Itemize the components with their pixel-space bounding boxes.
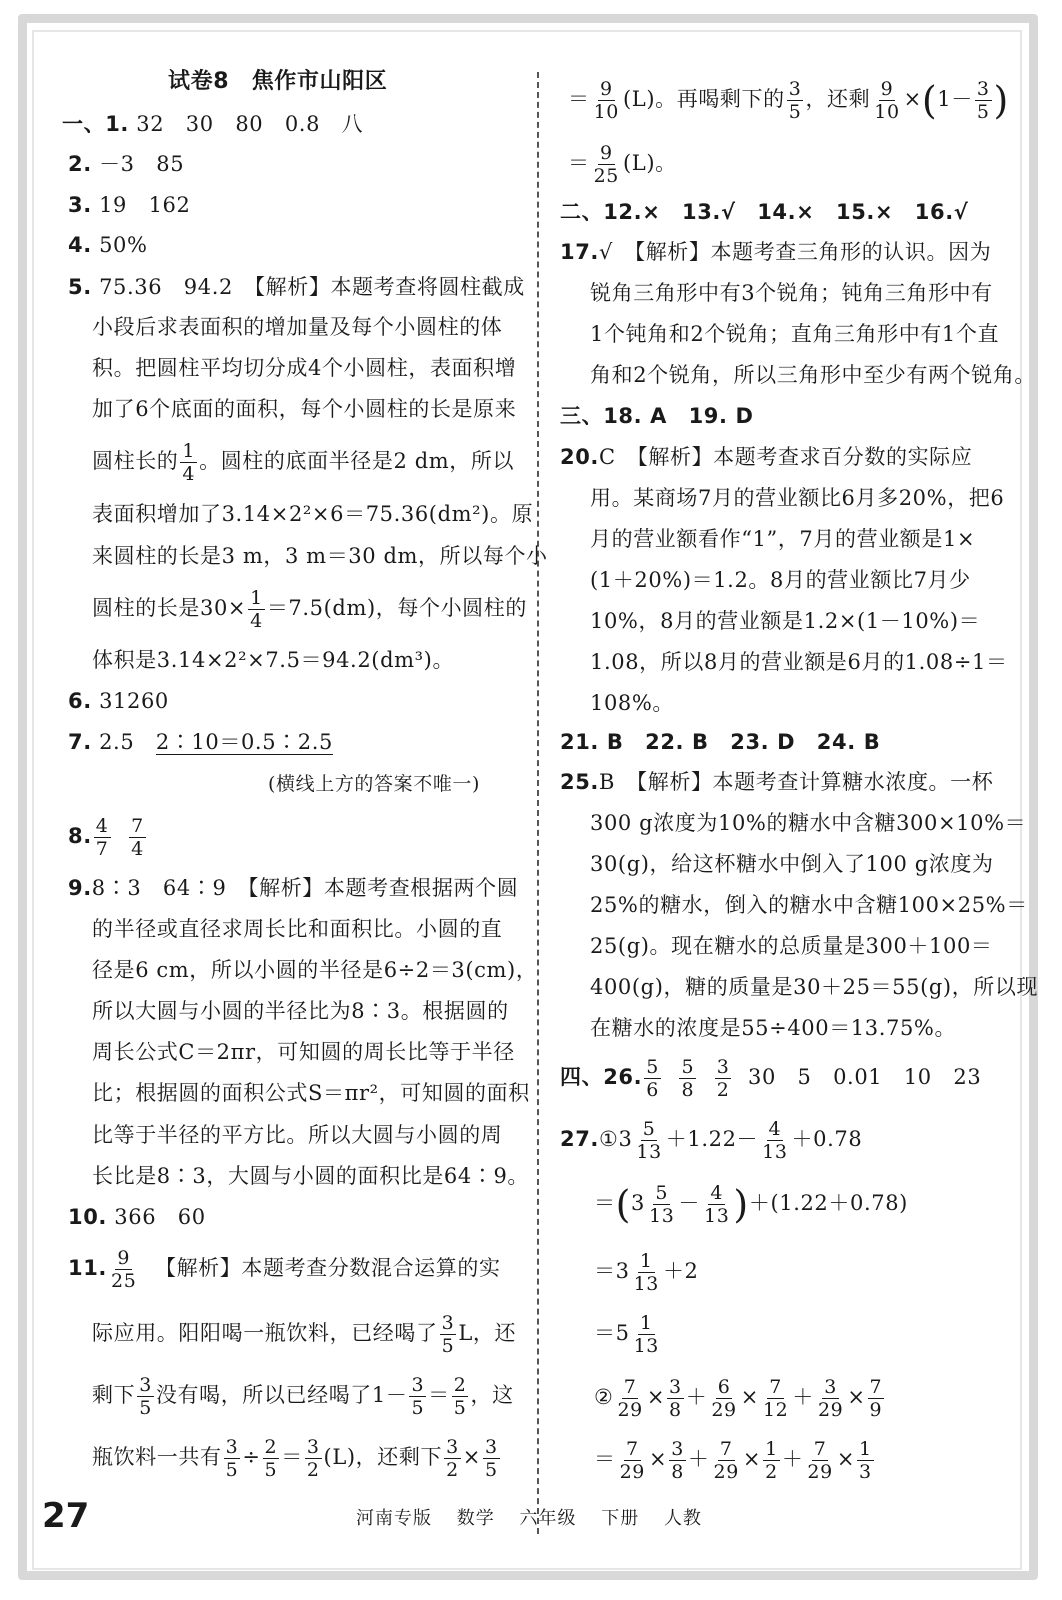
q4: 4. 50% xyxy=(68,233,148,257)
column-divider xyxy=(537,72,539,1534)
q11-cont-line2: ＝ $\frac{9}{25}$ (L)。 xyxy=(568,142,677,187)
footer-edition: 河南专版 xyxy=(356,1508,432,1529)
footer-info xyxy=(356,1504,720,1530)
page-number: 27 xyxy=(42,1496,90,1536)
q9-line6: 比；根据圆的面积公式S＝πr²，可知圆的面积 xyxy=(92,1081,530,1105)
q5-line3: 积。把圆柱平均切分成4个小圆柱，表面积增 xyxy=(92,356,517,380)
q9-line2: 的半径或直径求周长比和面积比。小圆的直 xyxy=(92,917,503,941)
q6: 6. 31260 xyxy=(68,689,169,713)
q17-line3: 1个钝角和2个锐角；直角三角形中有1个直 xyxy=(590,322,1000,346)
q7: 7. 2.5 2∶10＝0.5∶2.5 xyxy=(68,730,333,754)
q7-note: (横线上方的答案不唯一) xyxy=(268,773,481,795)
footer-grade: 六年级 xyxy=(519,1508,577,1529)
q10: 10. 366 60 xyxy=(68,1205,206,1229)
q9-line1: 9.8∶3 64∶9 【解析】本题考查根据两个圆 xyxy=(68,876,519,900)
footer-publisher: 人教 xyxy=(663,1508,702,1529)
q1: 一、1. 32 30 80 0.8 八 xyxy=(62,112,364,136)
footer-volume: 下册 xyxy=(601,1508,640,1529)
q27-line4: ＝5 $\frac{1}{13}$ xyxy=(594,1312,659,1357)
q25-line1: 25.B 【解析】本题考查计算糖水浓度。一杯 xyxy=(560,770,994,794)
q8: 8. $\frac{4}{7}$ $\frac{7}{4}$ xyxy=(68,815,144,860)
footer-subject: 数学 xyxy=(456,1508,495,1529)
q5-line6: 表面积增加了3.14×2²×6＝75.36(dm²)。原 xyxy=(92,502,534,526)
q20-line5: 10%，8月的营业额是1.2×(1－10%)＝ xyxy=(590,609,981,633)
q5-line2: 小段后求表面积的增加量及每个小圆柱的体 xyxy=(92,315,503,339)
q20-line6: 1.08，所以8月的营业额是6月的1.08÷1＝ xyxy=(590,650,1008,674)
section3-answers: 三、18. A 19. D xyxy=(560,404,754,428)
q20-line3: 月的营业额看作“1”，7月的营业额是1× xyxy=(590,527,976,551)
q27-line2: ＝(3 $\frac{5}{13}$ － $\frac{4}{13}$ )＋(1.22＋0.78) xyxy=(594,1182,908,1227)
q5-line1: 5. 75.36 94.2 【解析】本题考查将圆柱截成 xyxy=(68,275,525,299)
q5-line8: 圆柱的长是30× $\frac{1}{4}$ ＝7.5(dm)，每个小圆柱的 xyxy=(92,587,527,632)
q25-line2: 300 g浓度为10%的糖水中含糖300×10%＝ xyxy=(590,811,1027,835)
q11-cont-line1: ＝ $\frac{9}{10}$ (L)。再喝剩下的 $\frac{3}{5}$ ，还剩 $\frac{9}{10}$ ×(1－ $\frac{3}{5}$ ) xyxy=(568,78,1009,123)
q17-line2: 锐角三角形中有3个锐角；钝角三角形中有 xyxy=(590,281,993,305)
q27-b-line2: ＝ $\frac{7}{29}$ × $\frac{3}{8}$ ＋ $\frac{7}{29}$ × $\frac{1}{2}$ ＋ $\frac{7}{29}$ × $\frac{1}{3}$ xyxy=(594,1438,872,1483)
q11-line3: 剩下 $\frac{3}{5}$ 没有喝，所以已经喝了1－ $\frac{3}{5}$ ＝ $\frac{2}{5}$ ，这 xyxy=(92,1374,514,1419)
q9-line3: 径是6 cm，所以小圆的半径是6÷2＝3(cm)， xyxy=(92,958,538,982)
q11-line2: 际应用。阳阳喝一瓶饮料，已经喝了 $\frac{3}{5}$ L，还 xyxy=(92,1312,517,1357)
q11-line4: 瓶饮料一共有 $\frac{3}{5}$ ÷ $\frac{2}{5}$ ＝ $\frac{3}{2}$ (L)，还剩下 $\frac{3}{2}$ × $\frac{3}{5}$ xyxy=(92,1436,498,1481)
q5-line9: 体积是3.14×2²×7.5＝94.2(dm³)。 xyxy=(92,648,455,672)
q9-line5: 周长公式C＝2πr，可知圆的周长比等于半径 xyxy=(92,1040,515,1064)
q5-line5: 圆柱长的 $\frac{1}{4}$ 。圆柱的底面半径是2 dm，所以 xyxy=(92,440,515,485)
q9-line7: 比等于半径的平方比。所以大圆与小圆的周 xyxy=(92,1123,503,1147)
q9-line4: 所以大圆与小圆的半径比为8∶3。根据圆的 xyxy=(92,999,509,1023)
q27-line1: 27.①3 $\frac{5}{13}$ ＋1.22－ $\frac{4}{13}$ ＋0.78 xyxy=(560,1118,863,1163)
q27-b-line1: ② $\frac{7}{29}$ × $\frac{3}{8}$ ＋ $\frac{6}{29}$ × $\frac{7}{12}$ ＋ $\frac{3}{29}$ × $\frac{7}{9}$ xyxy=(594,1376,883,1421)
answers-21-24: 21. B 22. B 23. D 24. B xyxy=(560,730,881,754)
q20-line1: 20.C 【解析】本题考查求百分数的实际应 xyxy=(560,445,973,469)
q2: 2. －3 85 xyxy=(68,152,185,176)
q9-line8: 长比是8∶3，大圆与小圆的面积比是64∶9。 xyxy=(92,1164,530,1188)
q17-line4: 角和2个锐角，所以三角形中至少有两个锐角。 xyxy=(590,363,1036,387)
q20-line7: 108%。 xyxy=(590,691,675,715)
q20-line2: 用。某商场7月的营业额比6月多20%，把6 xyxy=(590,486,1005,510)
q5-line7: 来圆柱的长是3 m，3 m＝30 dm，所以每个小 xyxy=(92,544,548,568)
q25-line7: 在糖水的浓度是55÷400＝13.75%。 xyxy=(590,1016,957,1040)
q11-line1: 11. $\frac{9}{25}$ 【解析】本题考查分数混合运算的实 xyxy=(68,1247,501,1292)
section2-answers: 二、12.× 13.√ 14.× 15.× 16.√ xyxy=(560,200,969,224)
q25-line6: 400(g)，糖的质量是30＋25＝55(g)，所以现 xyxy=(590,975,1039,999)
q3: 3. 19 162 xyxy=(68,193,191,217)
q25-line5: 25(g)。现在糖水的总质量是300＋100＝ xyxy=(590,934,993,958)
page-title: 试卷8 焦作市山阳区 xyxy=(168,69,388,94)
q26: 四、26. $\frac{5}{6}$ $\frac{5}{8}$ $\frac{3}{2}$ 30 5 0.01 10 23 xyxy=(560,1056,982,1101)
q17-line1: 17.√ 【解析】本题考查三角形的认识。因为 xyxy=(560,240,992,264)
q27-line3: ＝3 $\frac{1}{13}$ ＋2 xyxy=(594,1250,699,1295)
q5-line4: 加了6个底面的面积，每个小圆柱的长是原来 xyxy=(92,397,517,421)
q25-line4: 25%的糖水，倒入的糖水中含糖100×25%＝ xyxy=(590,893,1028,917)
q25-line3: 30(g)，给这杯糖水中倒入了100 g浓度为 xyxy=(590,852,994,876)
q20-line4: (1＋20%)＝1.2。8月的营业额比7月少 xyxy=(590,568,971,592)
